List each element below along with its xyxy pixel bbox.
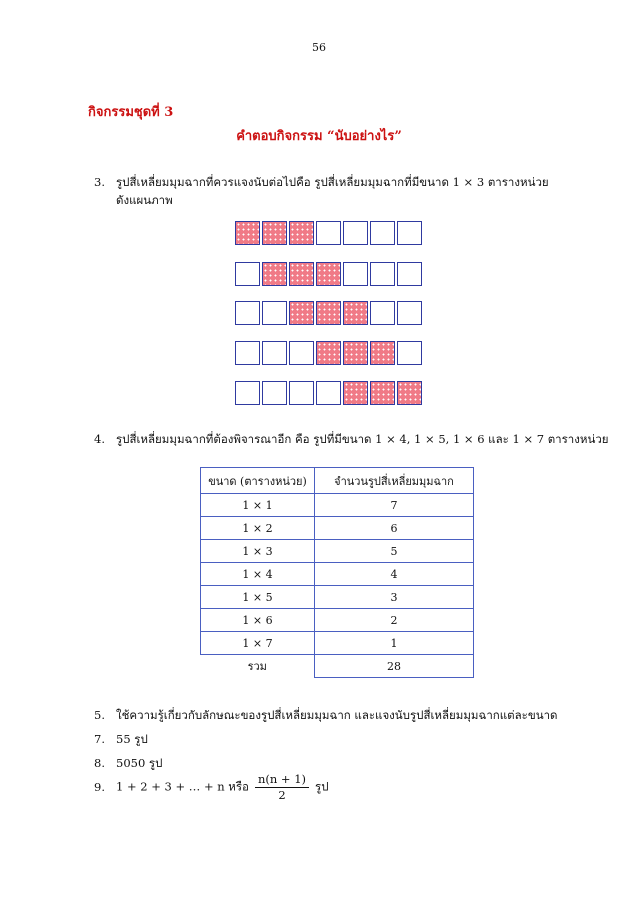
cell-count: 6 (315, 517, 474, 540)
shaded-square (235, 221, 260, 245)
cell-count: 4 (315, 563, 474, 586)
empty-square (289, 341, 314, 365)
empty-square (370, 301, 395, 325)
diagram-row (235, 341, 424, 365)
shaded-square (343, 341, 368, 365)
empty-square (397, 301, 422, 325)
item-3 (94, 174, 549, 190)
item-number: 9. (94, 779, 105, 794)
shaded-square (316, 341, 341, 365)
empty-square (235, 262, 260, 286)
table-row (201, 494, 474, 517)
count-table (200, 467, 474, 678)
diagram-row (235, 221, 424, 245)
shaded-square (397, 381, 422, 405)
empty-square (397, 341, 422, 365)
cell-count: 5 (315, 540, 474, 563)
diagram-row (235, 381, 424, 405)
empty-square (262, 381, 287, 405)
table-row (201, 540, 474, 563)
activity-title: กิจกรรมชุดที่ 3 (88, 105, 174, 120)
item-7-text: 55 รูป (116, 732, 148, 746)
item-4 (94, 431, 609, 447)
total-row (201, 655, 474, 678)
shaded-square (370, 381, 395, 405)
empty-square (397, 221, 422, 245)
empty-square (397, 262, 422, 286)
item-5-text: ใช้ความรู้เกี่ยวกับลักษณะของรูปสี่เหลี่ยมมุมฉาก และแจงนับรูปสี่เหลี่ยมมุมฉากแต่ละขนาด (116, 708, 558, 722)
cell-size: 1 × 5 (201, 586, 315, 609)
diagram-row (235, 301, 424, 325)
empty-square (343, 221, 368, 245)
shaded-square (343, 381, 368, 405)
cell-size: 1 × 3 (201, 540, 315, 563)
empty-square (343, 262, 368, 286)
shaded-square (262, 221, 287, 245)
cell-size: 1 × 2 (201, 517, 315, 540)
fraction-numerator: n(n + 1) (255, 772, 309, 788)
diagram-row (235, 262, 424, 286)
shaded-square (289, 301, 314, 325)
cell-count: 2 (315, 609, 474, 632)
cell-size: 1 × 7 (201, 632, 315, 655)
empty-square (235, 301, 260, 325)
table-row (201, 517, 474, 540)
shaded-square (370, 341, 395, 365)
empty-square (370, 262, 395, 286)
empty-square (289, 381, 314, 405)
fraction (255, 772, 309, 803)
item-3-text: รูปสี่เหลี่ยมมุมฉากที่ควรแจงนับต่อไปคือ รูปสี่เหลี่ยมมุมฉากที่มีขนาด 1 × 3 ตารางหน่วย (116, 175, 549, 189)
item-number: 8. (94, 756, 105, 770)
item-number: 5. (94, 708, 105, 722)
answer-title: คำตอบกิจกรรม “นับอย่างไร” (236, 129, 402, 144)
table-row (201, 632, 474, 655)
item-number: 4. (94, 432, 105, 446)
total-value: 28 (315, 655, 474, 678)
item-9 (94, 772, 329, 803)
table-row (201, 609, 474, 632)
empty-square (235, 341, 260, 365)
shaded-square (343, 301, 368, 325)
cell-size: 1 × 6 (201, 609, 315, 632)
empty-square (262, 301, 287, 325)
empty-square (370, 221, 395, 245)
fraction-denominator: 2 (278, 788, 286, 802)
shaded-square (289, 221, 314, 245)
shaded-square (316, 301, 341, 325)
header-count: จำนวนรูปสี่เหลี่ยมมุมฉาก (315, 468, 474, 494)
cell-size: 1 × 4 (201, 563, 315, 586)
cell-size: 1 × 1 (201, 494, 315, 517)
empty-square (316, 221, 341, 245)
total-label: รวม (201, 655, 315, 678)
table-row (201, 563, 474, 586)
item-3-line2: ดังแผนภาพ (116, 193, 173, 207)
cell-count: 1 (315, 632, 474, 655)
empty-square (235, 381, 260, 405)
item-4-text: รูปสี่เหลี่ยมมุมฉากที่ต้องพิจารณาอีก คือ รูปที่มีขนาด 1 × 4, 1 × 5, 1 × 6 และ 1 × 7 ตารางหน่วย (116, 432, 609, 446)
empty-square (316, 381, 341, 405)
cell-count: 7 (315, 494, 474, 517)
item-7 (94, 731, 148, 747)
item-8-text: 5050 รูป (116, 756, 163, 770)
page-number: 56 (312, 41, 326, 54)
shaded-square (316, 262, 341, 286)
cell-count: 3 (315, 586, 474, 609)
item-9-unit: รูป (315, 779, 329, 794)
table-row (201, 586, 474, 609)
header-size: ขนาด (ตารางหน่วย) (201, 468, 315, 494)
item-number: 7. (94, 732, 105, 746)
empty-square (262, 341, 287, 365)
item-5 (94, 707, 558, 723)
shaded-square (262, 262, 287, 286)
item-8 (94, 755, 162, 771)
item-number: 3. (94, 175, 105, 189)
item-9-expr: 1 + 2 + 3 + … + n หรือ (116, 779, 249, 794)
shaded-square (289, 262, 314, 286)
